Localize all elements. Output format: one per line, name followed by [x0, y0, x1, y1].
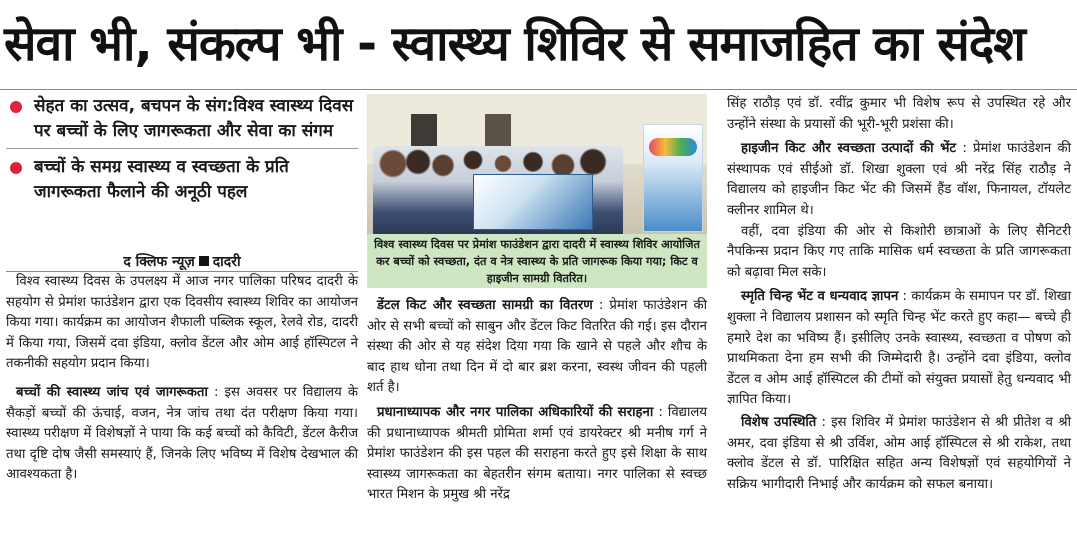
paragraph-heading: बच्चों की स्वास्थ्य जांच एवं जागरूकता [16, 384, 208, 400]
paragraph-text: : इस शिविर में प्रेमांश फाउंडेशन से श्री प्रीतेश व श्री अमर, दवा इंडिया से श्री उर्विश, ओम आई हॉस्पिटल से श्री राकेश, तथा क्लोव डेंटल से डॉ. पारिक्षित सहित अन्य विशेषज्ञों एवं सहयोगियों ने सक्रिय भागीदारी निभाई और कार्यक्रम को सफल बनाया। [727, 414, 1071, 492]
article-paragraph [727, 413, 1071, 495]
headline-divider [0, 89, 1077, 90]
article-paragraph [727, 287, 1071, 411]
highlight-bullet [6, 155, 358, 205]
bullet-text: सेहत का उत्सव, बचपन के संग:विश्व स्वास्थ्य दिवस पर बच्चों के लिए जागरूकता और सेवा का संगम [34, 96, 354, 141]
black-square-icon [199, 256, 209, 266]
byline-place: दादरी [212, 254, 241, 270]
photo-caption: विश्व स्वास्थ्य दिवस पर प्रेमांश फाउंडेशन द्वारा दादरी में स्वास्थ्य शिविर आयोजित कर बच्चों को स्वच्छता, दंत व नेत्र स्वास्थ्य के प्रति जागरूक किया गया; किट व हाइजीन सामग्री वितरित। [367, 234, 707, 288]
article-column-3 [727, 94, 1071, 495]
article-paragraph [367, 403, 707, 506]
bullet-divider [6, 148, 358, 149]
headline: सेवा भी, संकल्प भी - स्वास्थ्य शिविर से समाजहित का संदेश [4, 16, 1025, 72]
article-paragraph: वहीं, दवा इंडिया की ओर से किशोरी छात्राओं के लिए सैनिटरी नैपकिन्स प्रदान किए गए ताकि मासिक धर्म स्वच्छता के प्रति जागरूकता को बढ़ावा मिल सके। [727, 223, 1071, 280]
byline [6, 252, 358, 272]
paragraph-heading: प्रधानाध्यापक और नगर पालिका अधिकारियों की सराहना [377, 404, 654, 420]
photo-banner-logo [649, 138, 697, 156]
article-paragraph [6, 383, 358, 486]
paragraph-heading: हाइजीन किट और स्वच्छता उत्पादों की भेंट [741, 141, 957, 157]
bullet-dot-icon [10, 101, 22, 113]
bullet-dot-icon [10, 162, 22, 174]
paragraph-heading: स्मृति चिन्ह भेंट व धन्यवाद ज्ञापन [741, 289, 899, 305]
byline-source: द क्लिफ न्यूज़ [123, 254, 195, 270]
paragraph-heading: विशेष उपस्थिति [741, 414, 817, 430]
paragraph-heading: डेंटल किट और स्वच्छता सामग्री का वितरण [377, 298, 593, 313]
highlight-bullet [6, 94, 358, 144]
highlight-bullets [6, 94, 358, 205]
paragraph-text: : प्रेमांश फाउंडेशन की संस्थापक एवं सीईओ डॉ. शिखा शुक्ला एवं श्री नरेंद्र सिंह राठौड़ ने विद्यालय को हाइजीन किट भेंट की जिसमें हैंड वॉश, फिनायल, टॉयलेट क्लीनर शामिल थे। [727, 141, 1071, 218]
article-paragraph [727, 139, 1071, 221]
article-paragraph: सिंह राठौड़ एवं डॉ. रवींद्र कुमार भी विशेष रूप से उपस्थित रहे और उन्होंने संस्था के प्रयासों की भूरी-भूरी प्रशंसा की। [727, 96, 1071, 132]
paragraph-text: : कार्यक्रम के समापन पर डॉ. शिखा शुक्ला ने विद्यालय प्रशासन को स्मृति चिन्ह भेंट करते हुए कहा— बच्चे ही हमारे देश का भविष्य हैं। इसीलिए उनके स्वास्थ्य, स्वच्छता व पोषण को प्राथमिकता देना हम सभी की जिम्मेदारी है। उन्होंने दवा इंडिया, क्लोव डेंटल व ओम आई हॉस्पिटल की टीमों को संयुक्त प्रयासों हेतु धन्यवाद भी ज्ञापित किया। [727, 289, 1072, 408]
photo-board [473, 174, 593, 230]
paragraph-text: : इस अवसर पर विद्यालय के सैकड़ों बच्चों की ऊंचाई, वजन, नेत्र जांच तथा दंत परीक्षण किया गया। स्वास्थ्य परीक्षण में विशेषज्ञों ने पाया कि कई बच्चों को कैविटी, डेंटल कैरीज तथा दृष्टि दोष जैसी समस्याएं हैं, जिनके लिए भविष्य में विशेष देखभाल की आवश्यकता है। [6, 384, 358, 483]
article-paragraph [367, 296, 707, 399]
article-column-2 [367, 296, 707, 506]
paragraph-text: : प्रेमांश फाउंडेशन की ओर से सभी बच्चों को साबुन और डेंटल किट वितरित की गई। इस दौरान संस्था की ओर से यह संदेश दिया गया कि खाने से पहले और शौच के बाद हाथ धोना तथा दिन में दो बार ब्रश करना, स्वस्थ जीवन की पहली शर्त है। [367, 298, 707, 396]
bullet-text: बच्चों के समग्र स्वास्थ्य व स्वच्छता के प्रति जागरूकता फैलाने की अनूठी पहल [34, 157, 289, 202]
event-photo [367, 94, 707, 234]
article-column-1 [6, 272, 358, 486]
paragraph-text: : विद्यालय की प्रधानाध्यापक श्रीमती प्रोमिता शर्मा एवं डायरेक्टर श्री मनीष गर्ग ने प्रेमांश फाउंडेशन की इस पहल की सराहना करते हुए इसे शिक्षा के साथ स्वास्थ्य जागरूकता का बेहतरीन संगम बताया। नगर पालिका से स्वच्छ भारत मिशन के प्रमुख श्री नरेंद्र [367, 404, 707, 503]
article-paragraph: विश्व स्वास्थ्य दिवस के उपलक्ष्य में आज नगर पालिका परिषद दादरी के सहयोग से प्रेमांश फाउंडेशन द्वारा एक दिवसीय स्वास्थ्य शिविर का आयोजन किया गया। कार्यक्रम का आयोजन शैफाली पब्लिक स्कूल, रेलवे रोड, दादरी में किया गया, जिसमें दवा इंडिया, क्लोव डेंटल और ओम आई हॉस्पिटल ने तकनीकी सहयोग प्रदान किया। [6, 274, 358, 372]
